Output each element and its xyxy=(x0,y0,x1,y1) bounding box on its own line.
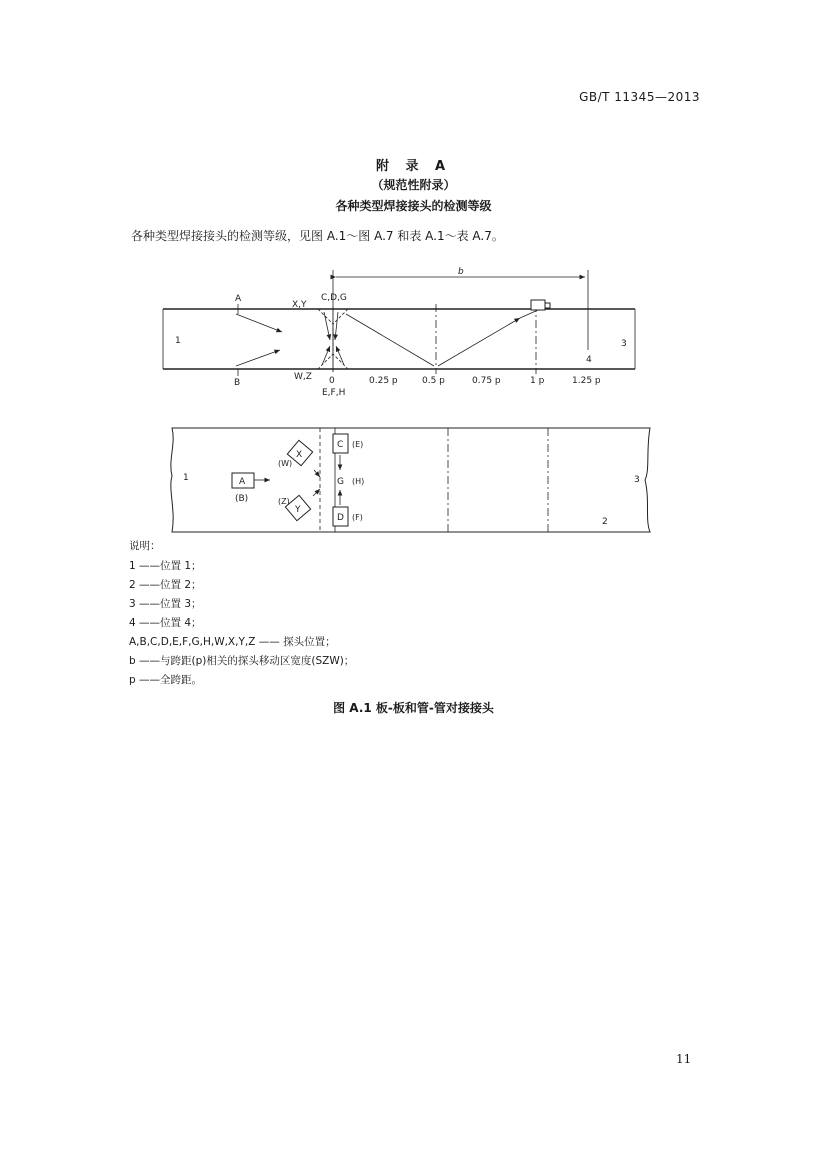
label-a: A xyxy=(235,294,242,304)
probe-g: G xyxy=(337,477,344,487)
annex-subtitle: （规范性附录） xyxy=(371,178,456,192)
dim-b-label: b xyxy=(458,267,464,277)
centerlines xyxy=(436,304,536,374)
scale-ticks xyxy=(329,376,601,386)
probe-h: (H) xyxy=(352,477,365,486)
weld-zone xyxy=(318,307,348,372)
label-pos1: 1 xyxy=(175,336,181,346)
plan-pos2: 2 xyxy=(602,517,608,527)
label-pos3: 3 xyxy=(621,339,627,349)
legend-item-6: b ——与跨距(p)相关的探头移动区宽度(SZW)； xyxy=(129,655,355,667)
beam-paths xyxy=(236,310,538,366)
probe-z: (Z) xyxy=(278,497,290,506)
tick-025: 0.25 p xyxy=(369,376,398,386)
tick-075: 0.75 p xyxy=(472,376,501,386)
plan-pos3: 3 xyxy=(634,475,640,485)
page-number: 11 xyxy=(676,1052,692,1066)
probe-x: X xyxy=(296,450,303,460)
dimension-b xyxy=(333,270,588,350)
tick-0: 0 xyxy=(329,376,335,386)
label-wz: W,Z xyxy=(294,372,312,382)
probe-c: C xyxy=(337,440,344,450)
figure-top-section xyxy=(150,262,650,402)
probe-b: (B) xyxy=(235,494,249,504)
legend-title: 说明： xyxy=(129,540,161,552)
label-cdg: C,D,G xyxy=(321,293,347,303)
probe-w: (W) xyxy=(278,459,293,468)
label-pos4: 4 xyxy=(586,355,592,365)
legend-item-1: 1 ——位置 1； xyxy=(129,560,202,572)
probe-d: D xyxy=(337,513,344,523)
annex-heading: 各种类型焊接接头的检测等级 xyxy=(335,199,492,213)
probe-y: Y xyxy=(295,505,301,515)
legend-item-5: A,B,C,D,E,F,G,H,W,X,Y,Z —— 探头位置； xyxy=(129,636,336,648)
figure-bottom-plan xyxy=(150,420,660,540)
plan-pos1: 1 xyxy=(183,473,189,483)
annex-intro: 各种类型焊接接头的检测等级，见图 A.1～图 A.7 和表 A.1～表 A.7。 xyxy=(131,229,504,243)
annex-title: 附 录 A xyxy=(375,159,452,174)
label-efh: E,F,H xyxy=(322,388,346,398)
legend-item-4: 4 ——位置 4； xyxy=(129,617,202,629)
tick-05: 0.5 p xyxy=(422,376,445,386)
legend-item-2: 2 ——位置 2； xyxy=(129,579,202,591)
standard-code: GB/T 11345—2013 xyxy=(579,90,700,104)
probe-f: (F) xyxy=(352,513,363,522)
tick-125: 1.25 p xyxy=(572,376,601,386)
probe-a: A xyxy=(239,477,246,487)
probes-plan xyxy=(232,434,348,526)
tick-1: 1 p xyxy=(530,376,545,386)
legend-item-3: 3 ——位置 3； xyxy=(129,598,202,610)
probe-top-right xyxy=(531,300,550,310)
label-b: B xyxy=(234,378,241,388)
plate-outline xyxy=(163,309,635,369)
probe-e: (E) xyxy=(352,440,364,449)
figure-caption: 图 A.1 板-板和管-管对接接头 xyxy=(333,701,494,715)
label-xy: X,Y xyxy=(292,300,307,310)
legend-item-7: p ——全跨距。 xyxy=(129,674,203,686)
